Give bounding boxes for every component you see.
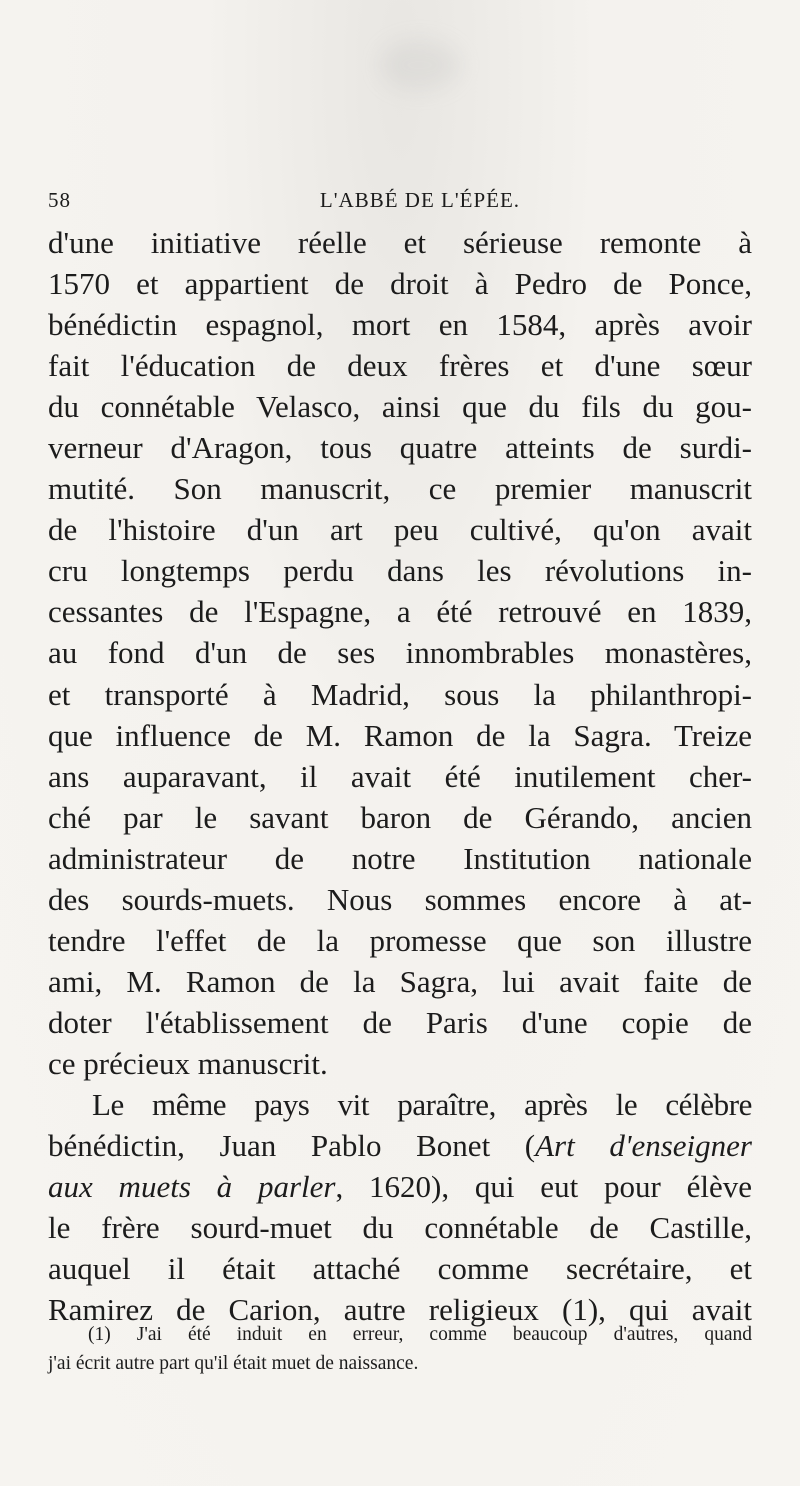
text-line: administrateur de notre Institution nationale: [48, 840, 752, 876]
text-line: auquel il était attaché comme secrétaire, et: [48, 1251, 752, 1287]
footnotes: [48, 1320, 752, 1378]
text-line: que influence de M. Ramon de la Sagra. Treize: [48, 717, 752, 753]
body-text: [48, 222, 752, 1330]
footnote-line: j'ai écrit autre part qu'il était muet de naissance.: [48, 1353, 419, 1374]
italic-title: Art d'enseigner: [535, 1128, 752, 1164]
text-line-mixed: [48, 1166, 752, 1207]
text-line-mixed: [48, 1125, 752, 1166]
text-line: cessantes de l'Espagne, a été retrouvé en 1839,: [48, 594, 752, 630]
text-line: tendre l'effet de la promesse que son illustre: [48, 922, 752, 958]
text-line: d'une initiative réelle et sérieuse remonte à: [48, 225, 752, 260]
text-run: bénédictin, Juan Pablo Bonet (: [48, 1128, 536, 1164]
text-line: mutité. Son manuscrit, ce premier manuscrit: [48, 471, 752, 507]
text-line: le frère sourd-muet du connétable de Castille,: [48, 1210, 752, 1246]
italic-title: aux muets à parler: [48, 1169, 336, 1205]
text-line: de l'histoire d'un art peu cultivé, qu'on avait: [48, 512, 752, 548]
text-line: ce précieux manuscrit.: [48, 1045, 328, 1081]
running-head: L'ABBÉ DE L'ÉPÉE.: [319, 188, 521, 212]
text-line: des sourds-muets. Nous sommes encore à at-: [48, 881, 752, 917]
paper-stain: [380, 40, 460, 90]
text-line: Ramirez de Carion, autre religieux (1), qui avait: [48, 1292, 752, 1328]
text-line: du connétable Velasco, ainsi que du fils du gou-: [48, 389, 752, 425]
text-line: verneur d'Aragon, tous quatre atteints de surdi-: [48, 430, 752, 466]
text-line: cru longtemps perdu dans les révolutions in-: [48, 553, 752, 589]
text-line: Le même pays vit paraître, après le célèbre: [92, 1086, 752, 1122]
text-line: ami, M. Ramon de la Sagra, lui avait faite de: [48, 963, 752, 999]
footnote-line: (1) J'ai été induit en erreur, comme beaucoup d'autres, quand: [88, 1324, 752, 1345]
text-line: au fond d'un de ses innombrables monastères,: [48, 635, 752, 671]
text-line: ans auparavant, il avait été inutilement cher-: [48, 758, 752, 794]
page-header: [48, 188, 752, 218]
text-run: , 1620), qui eut pour élève: [335, 1169, 752, 1205]
text-line: doter l'établissement de Paris d'une copie de: [48, 1004, 752, 1040]
text-line: bénédictin espagnol, mort en 1584, après avoir: [48, 307, 752, 343]
text-line: fait l'éducation de deux frères et d'une sœur: [48, 348, 752, 384]
text-line: ché par le savant baron de Gérando, ancien: [48, 799, 752, 835]
text-line: et transporté à Madrid, sous la philanthropi-: [48, 676, 752, 712]
text-line: 1570 et appartient de droit à Pedro de Ponce,: [48, 266, 752, 302]
page-number: 58: [48, 188, 71, 212]
